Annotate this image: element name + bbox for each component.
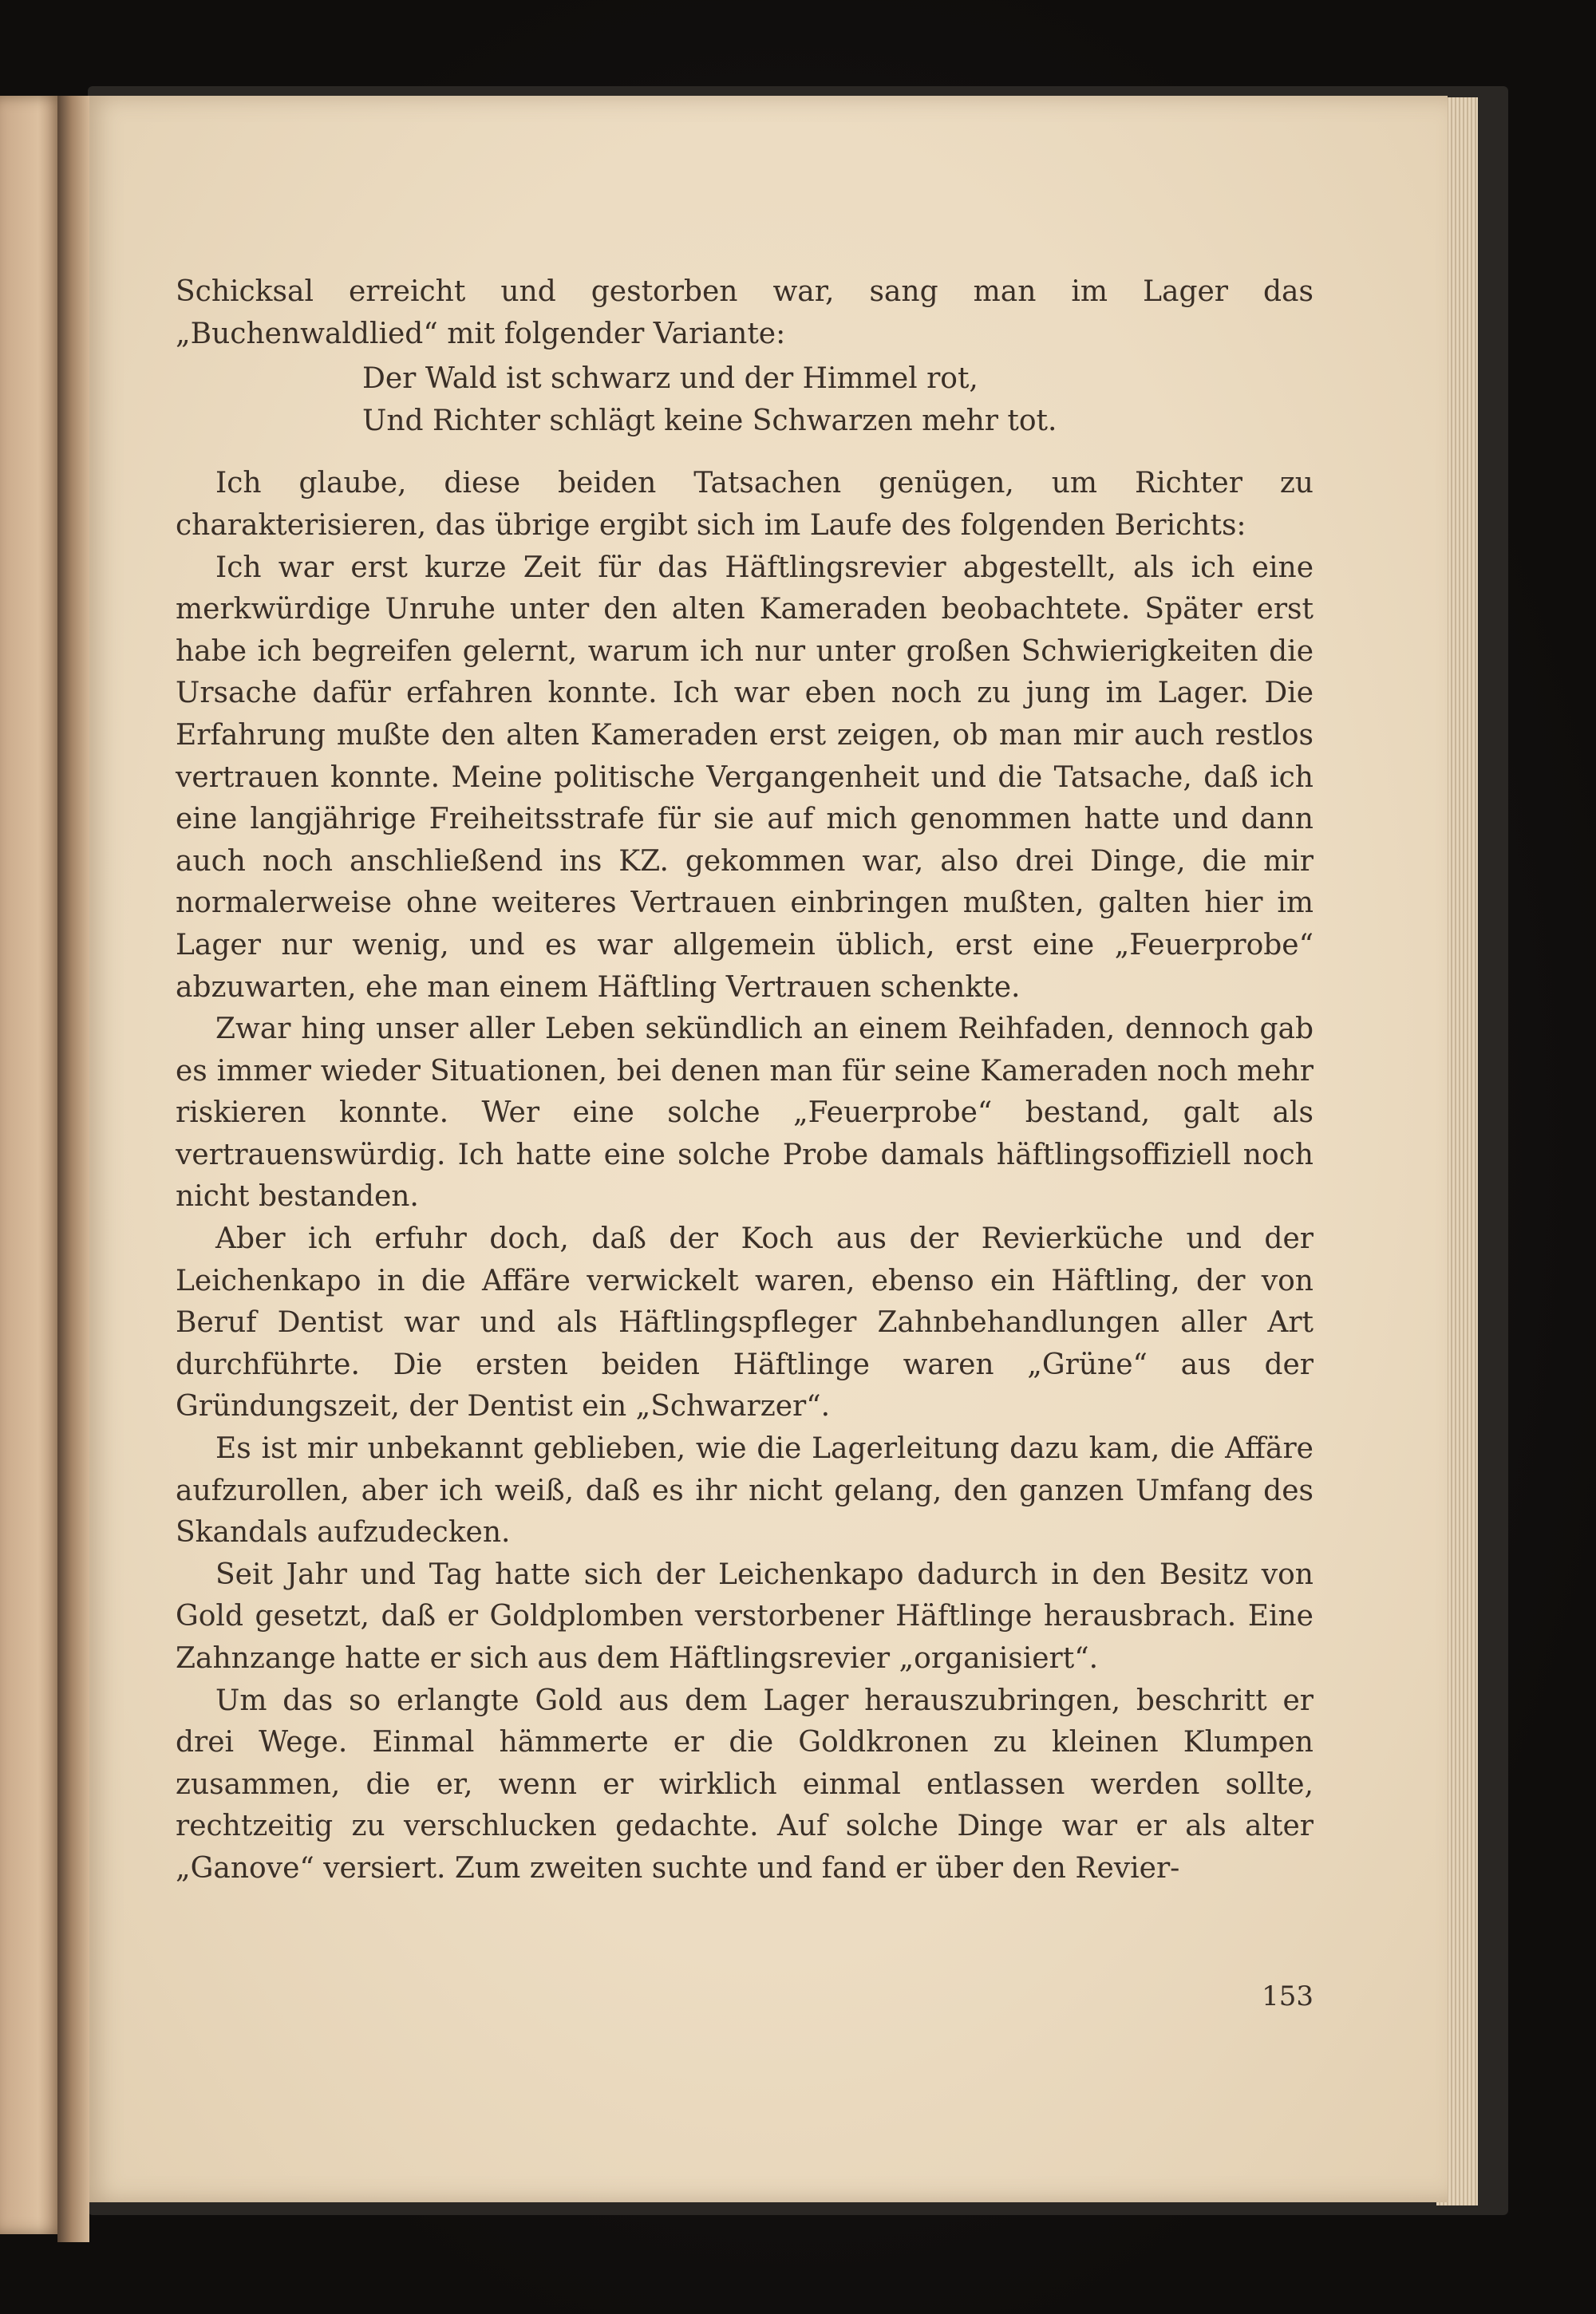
- paragraph-8: Um das so erlangte Gold aus dem Lager herauszubringen, beschritt er drei Wege. Einmal hämmerte er die Goldkronen zu kleinen Klumpen zusammen, die er, wenn er wirklich einmal entlassen werden sollte, rechtzeitig zu verschlucken gedachte. Auf solche Dinge war er als alter „Ganove“ versiert. Zum zweiten suchte und fand er über den Revier-: [176, 1684, 1314, 1885]
- paragraph-4: Zwar hing unser aller Leben sekündlich an einem Reihfaden, dennoch gab es immer wieder Situationen, bei denen man für seine Kameraden noch mehr riskieren konnte. Wer eine solche „Feuerprobe“ bestand, galt als vertrauenswürdig. Ich hatte eine solche Probe damals häftlingsoffiziell noch nicht bestanden.: [176, 1013, 1314, 1214]
- verse: [362, 358, 1314, 442]
- book-gutter: [57, 96, 89, 2242]
- paragraph-5: Aber ich erfuhr doch, daß der Koch aus der Revierküche und der Leichenkapo in die Affäre verwickelt waren, ebenso ein Häftling, der von Beruf Dentist war und als Häftlingspfleger Zahnbehandlungen aller Art durchführte. Die ersten beiden Häftlinge waren „Grüne“ aus der Gründungszeit, der Dentist ein „Schwarzer“.: [176, 1222, 1314, 1424]
- paragraph-6: Es ist mir unbekannt geblieben, wie die Lagerleitung dazu kam, die Affäre aufzurollen, aber ich weiß, daß es ihr nicht gelang, den ganzen Umfang des Skandals aufzudecken.: [176, 1432, 1314, 1550]
- paragraph-7: Seit Jahr und Tag hatte sich der Leichenkapo dadurch in den Besitz von Gold gesetzt, daß er Goldplomben verstorbener Häftlinge herausbrach. Eine Zahnzange hatte er sich aus dem Häftlingsrevier „organisiert“.: [176, 1558, 1314, 1675]
- paragraph-2: Ich glaube, diese beiden Tatsachen genügen, um Richter zu charakterisieren, das übrige ergibt sich im Laufe des folgenden Berichts:: [176, 467, 1314, 542]
- paragraph-1: Schicksal erreicht und gestorben war, sang man im Lager das „Buchenwaldlied“ mit folgender Variante:: [176, 275, 1314, 350]
- left-page-edge: [0, 96, 64, 2234]
- book-page: [83, 96, 1448, 2202]
- verse-line-1: Der Wald ist schwarz und der Himmel rot,: [362, 362, 978, 396]
- paragraph-3: Ich war erst kurze Zeit für das Häftlingsrevier abgestellt, als ich eine merkwürdige Unruhe unter den alten Kameraden beobachtete. Später erst habe ich begreifen gelernt, warum ich nur unter großen Schwierigkeiten die Ursache dafür erfahren konnte. Ich war eben noch zu jung im Lager. Die Erfahrung mußte den alten Kameraden erst zeigen, ob man mir auch restlos vertrauen konnte. Meine politische Vergangenheit und die Tatsache, daß ich eine langjährige Freiheitsstrafe für sie auf mich genommen hatte und dann auch noch anschließend ins KZ. gekommen war, also drei Dinge, die mir normalerweise ohne weiteres Vertrauen einbringen mußten, galten hier im Lager nur wenig, und es war allgemein üblich, erst eine „Feuerprobe“ abzuwarten, ehe man einem Häftling Vertrauen schenkte.: [176, 551, 1314, 1004]
- page-number: 153: [1262, 1980, 1314, 2012]
- page-text: [176, 271, 1314, 1890]
- verse-line-2: Und Richter schlägt keine Schwarzen mehr tot.: [362, 404, 1057, 437]
